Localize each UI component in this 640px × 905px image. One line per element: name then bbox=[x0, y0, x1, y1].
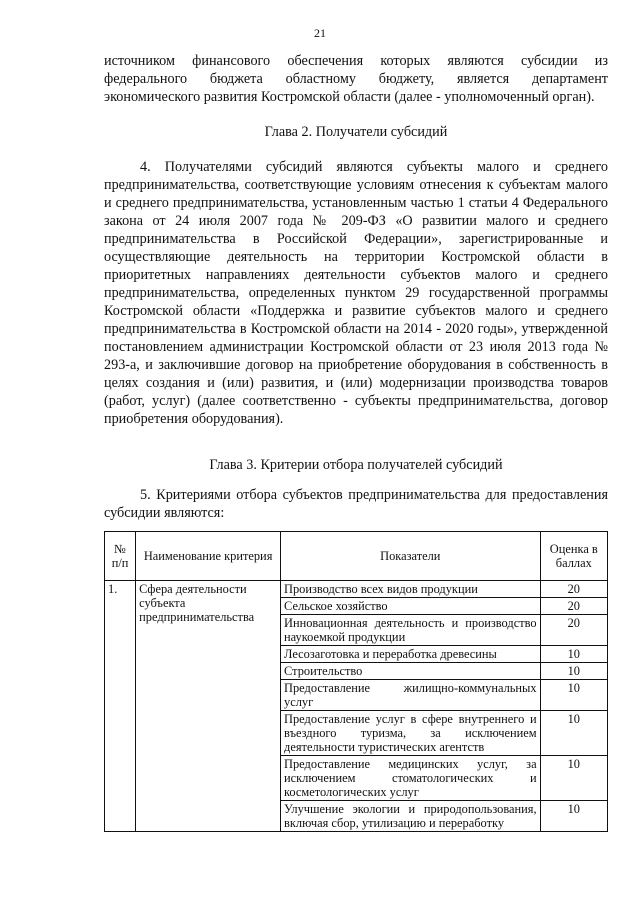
score-cell: 20 bbox=[540, 581, 607, 598]
indicator-cell: Предоставление услуг в сфере внутреннего и въездного туризма, за исключением деятельности туристических агентств bbox=[281, 711, 541, 756]
header-score: Оценка в баллах bbox=[540, 532, 607, 581]
page-number: 21 bbox=[314, 26, 326, 40]
header-number: № п/п bbox=[105, 532, 136, 581]
header-criterion: Наименование критерия bbox=[136, 532, 281, 581]
table-row bbox=[105, 581, 608, 598]
intro-paragraph: источником финансового обеспечения которых являются субсидии из федерального бюджета областному бюджету, является департамент экономического развития Костромской области (далее - уполномоченный орган). bbox=[104, 53, 608, 105]
indicator-cell: Лесозаготовка и переработка древесины bbox=[281, 646, 541, 663]
indicator-cell: Строительство bbox=[281, 663, 541, 680]
score-cell: 10 bbox=[540, 756, 607, 801]
header-indicators: Показатели bbox=[281, 532, 541, 581]
criteria-table bbox=[104, 531, 608, 832]
score-cell: 10 bbox=[540, 680, 607, 711]
score-cell: 10 bbox=[540, 663, 607, 680]
chapter-3-heading: Глава 3. Критерии отбора получателей субсидий bbox=[209, 457, 503, 473]
indicator-cell: Предоставление медицинских услуг, за исключением стоматологических и косметологических услуг bbox=[281, 756, 541, 801]
score-cell: 10 bbox=[540, 801, 607, 832]
chapter-2-heading: Глава 2. Получатели субсидий bbox=[264, 124, 448, 140]
table-header-row bbox=[105, 532, 608, 581]
score-cell: 10 bbox=[540, 711, 607, 756]
indicator-cell: Сельское хозяйство bbox=[281, 598, 541, 615]
indicator-cell: Улучшение экологии и природопользования, включая сбор, утилизацию и переработку bbox=[281, 801, 541, 832]
indicator-cell: Производство всех видов продукции bbox=[281, 581, 541, 598]
paragraph-5: 5. Критериями отбора субъектов предпринимательства для предоставления субсидии являются: bbox=[104, 487, 608, 521]
score-cell: 20 bbox=[540, 615, 607, 646]
score-cell: 20 bbox=[540, 598, 607, 615]
indicator-cell: Предоставление жилищно-коммунальных услуг bbox=[281, 680, 541, 711]
row-number: 1. bbox=[105, 581, 136, 832]
paragraph-4: 4. Получателями субсидий являются субъекты малого и среднего предпринимательства, соответствующие условиям отнесения к субъектам малого и среднего предпринимательства, установленным частью 1 статьи 4 Федерального закона от 24 июля 2007 года № 209-ФЗ «О развитии малого и среднего предпринимательства в Российской Федерации», зарегистрированные и осуществляющие деятельность на территории Костромской области в приоритетных направлениях деятельности субъектов малого и среднего предпринимательства, определенных пунктом 29 государственной программы Костромской области «Поддержка и развитие субъектов малого и среднего предпринимательства в Костромской области на 2014 - 2020 годы», утвержденной постановлением администрации Костромской области от 23 июля 2013 года № 293-а, и заключившие договор на приобретение оборудования в собственность в целях создания и (или) развития, и (или) модернизации производства товаров (работ, услуг) (далее соответственно - субъекты предпринимательства, договор приобретения оборудования). bbox=[104, 159, 608, 427]
indicator-cell: Инновационная деятельность и производство наукоемкой продукции bbox=[281, 615, 541, 646]
score-cell: 10 bbox=[540, 646, 607, 663]
row-criterion: Сфера деятельности субъекта предпринимательства bbox=[136, 581, 281, 832]
